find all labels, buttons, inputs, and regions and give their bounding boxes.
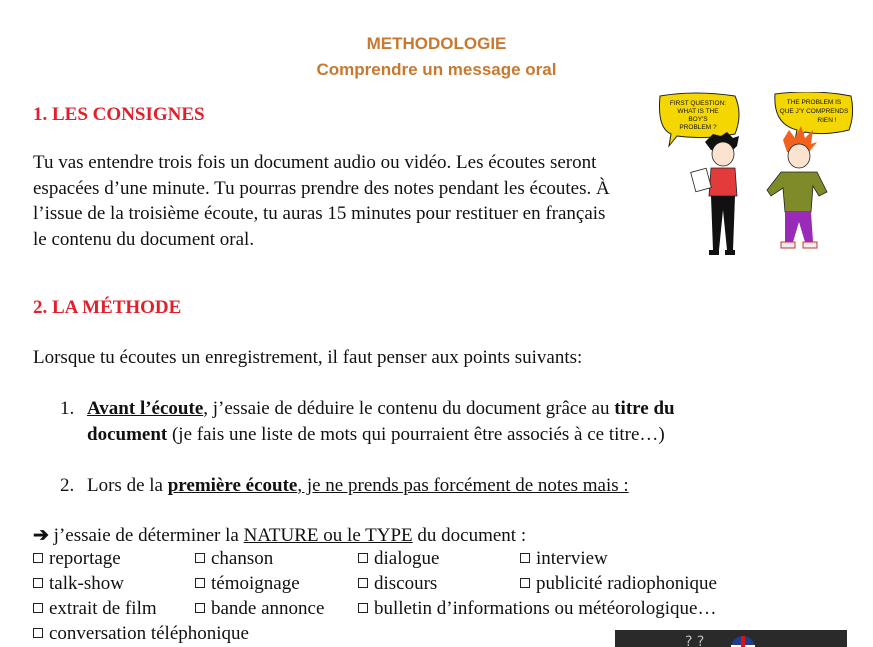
bubble-left-line-1: FIRST QUESTION:: [669, 100, 727, 107]
checkbox-icon: [358, 578, 368, 588]
type-option[interactable]: [358, 573, 437, 595]
document-title: METHODOLOGIE: [366, 34, 507, 53]
consignes-paragraph: Tu vas entendre trois fois un document audio ou vidéo. Les écoutes seront espacées d’une minute. Tu pourras prendre des notes pendant les écoutes. À l’issue de la troisième écoute, tu auras 15 minutes pour restituer en français le contenu du document oral.: [33, 152, 610, 250]
premiere-ecoute-label: première écoute: [167, 475, 298, 496]
checkbox-icon: [195, 553, 205, 563]
type-option[interactable]: [33, 623, 249, 645]
question-flag-icon: [615, 630, 847, 647]
item-1-bold-a: titre du: [614, 398, 675, 419]
list-item-1-number: 1.: [60, 398, 75, 419]
checkbox-icon: [358, 603, 368, 613]
girl-figure: [691, 132, 739, 255]
checkbox-icon: [33, 553, 43, 563]
type-option[interactable]: [520, 573, 717, 595]
type-label: extrait de film: [49, 598, 157, 619]
checkbox-icon: [33, 578, 43, 588]
list-item-2-line: [87, 475, 629, 497]
type-option[interactable]: [33, 573, 124, 595]
item-1-text-b: (je fais une liste de mots qui pourraient être associés à ce titre…): [167, 424, 665, 445]
list-item-1-line-2: [87, 424, 665, 446]
type-label: publicité radiophonique: [536, 573, 717, 594]
arrow-line-text-a: j’essaie de déterminer la: [48, 525, 244, 546]
section-heading-consignes: 1. LES CONSIGNES: [33, 104, 205, 125]
checkbox-icon: [520, 578, 530, 588]
item-2-underline-tail: , je ne prends pas forcément de notes mais :: [297, 475, 629, 496]
partial-image-thumbnail: [615, 630, 847, 647]
bubble-left-line-3: BOY'S: [688, 116, 708, 123]
arrow-line: [33, 524, 526, 547]
checkbox-icon: [195, 578, 205, 588]
bubble-left-line-2: WHAT IS THE: [677, 108, 719, 115]
type-label: témoignage: [211, 573, 300, 594]
bubble-right-line-3: RIEN !: [817, 117, 837, 124]
type-option[interactable]: [195, 548, 273, 570]
checkbox-icon: [33, 628, 43, 638]
boy-figure: [767, 126, 827, 248]
type-option[interactable]: [195, 598, 324, 620]
speech-bubble-right: [775, 92, 853, 140]
type-label: bande annonce: [211, 598, 325, 619]
item-1-bold-b: document: [87, 424, 168, 445]
avant-ecoute-label: Avant l’écoute: [87, 398, 204, 419]
type-option[interactable]: [33, 548, 121, 570]
type-label: interview: [536, 548, 608, 569]
type-option[interactable]: [195, 573, 300, 595]
type-option[interactable]: [358, 598, 716, 620]
item-2-text-a: Lors de la: [87, 475, 168, 496]
nature-type-label: NATURE ou le TYPE: [243, 525, 413, 546]
list-item-1-line-1: [87, 398, 675, 420]
type-option[interactable]: [520, 548, 608, 570]
bubble-right-line-2: QUE J'Y COMPRENDS: [779, 108, 849, 115]
type-label: bulletin d’informations ou météorologique…: [374, 598, 717, 619]
type-label: chanson: [211, 548, 274, 569]
type-label: discours: [374, 573, 438, 594]
type-option[interactable]: [358, 548, 439, 570]
bubble-left-line-4: PROBLEM ?: [679, 124, 717, 131]
type-label: reportage: [49, 548, 121, 569]
checkbox-icon: [358, 553, 368, 563]
checkbox-icon: [33, 603, 43, 613]
methode-intro: Lorsque tu écoutes un enregistrement, il faut penser aux points suivants:: [33, 347, 583, 368]
list-item-2-number: 2.: [60, 475, 75, 496]
type-label: conversation téléphonique: [49, 623, 249, 644]
document-subtitle: Comprendre un message oral: [316, 60, 557, 79]
arrow-line-text-b: du document :: [412, 525, 527, 546]
type-label: dialogue: [374, 548, 440, 569]
item-1-text-a: , j’essaie de déduire le contenu du document grâce au: [203, 398, 615, 419]
svg-text:? ?: ? ?: [685, 634, 705, 647]
arrow-right-icon: ➔: [33, 525, 49, 546]
type-label: talk-show: [49, 573, 124, 594]
bubble-right-line-1: THE PROBLEM IS: [786, 99, 842, 106]
cartoon-illustration: [655, 92, 855, 262]
section-heading-methode: 2. LA MÉTHODE: [33, 297, 182, 318]
checkbox-icon: [520, 553, 530, 563]
checkbox-icon: [195, 603, 205, 613]
type-option[interactable]: [33, 598, 157, 620]
